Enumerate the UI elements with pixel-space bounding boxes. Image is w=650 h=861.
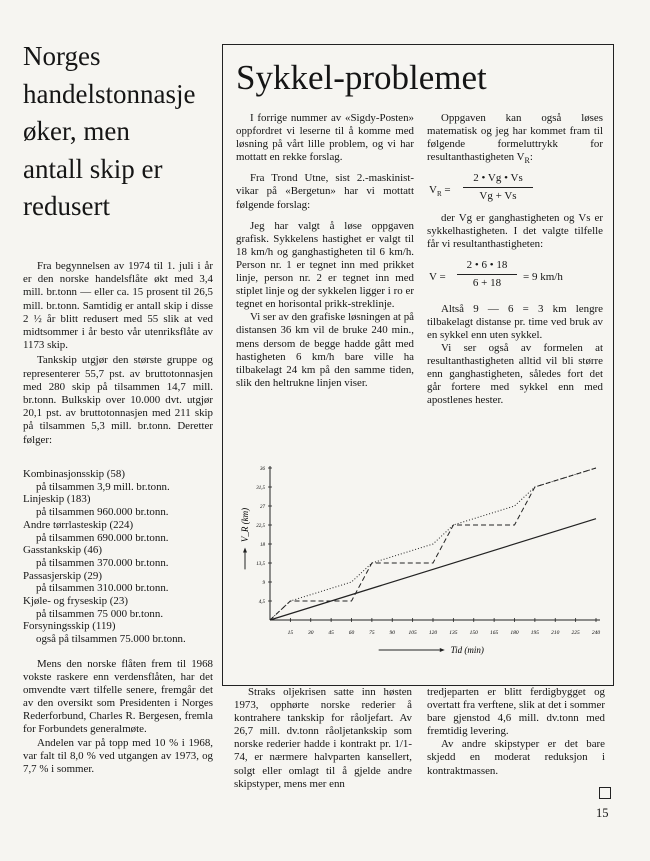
- bottom-column-1: [234, 686, 412, 791]
- list-item: Passasjerskip (29) på tilsammen 310.000 br.tonn.: [23, 569, 169, 595]
- speed-time-chart: [226, 458, 606, 680]
- formula-fraction: $\frac{2 • Vg • Vs}{Vg + Vs}$: [463, 172, 533, 203]
- ship-type-list: [23, 468, 213, 646]
- paragraph: Altså 9 — 6 = 3 km lengre tilbakelagt distanse pr. time ved bruk av en sykkel enn uten sykkel.: [427, 302, 603, 342]
- x-tick-label: 45: [328, 630, 334, 636]
- end-mark: [599, 787, 611, 799]
- title-line: antall skip er: [23, 153, 163, 184]
- paragraph: Andelen var på topp med 10 % i 1968, var falt til 8,0 % ved utgangen av 1973, og 7,7 % i sommer.: [23, 736, 213, 775]
- paragraph: der Vg er ganghastigheten og Vs er sykkelhastigheten. I det valgte tilfelle får vi resultanthastigheten:: [427, 211, 603, 250]
- bottom-column-2: [427, 686, 605, 778]
- x-tick-label: 105: [408, 630, 417, 636]
- x-tick-label: 210: [551, 630, 560, 636]
- formula-lhs: $V_R$ =: [429, 183, 451, 198]
- x-tick-label: 180: [510, 630, 519, 636]
- page-number: 15: [596, 806, 609, 820]
- paragraph: I forrige nummer av «Sigdy-Posten» oppfordret vi leserne til å komme med løsning på vårt lille problem, og vi har mottatt en rekke forslag.: [236, 112, 414, 164]
- formula-result: = 9 km/h: [523, 270, 563, 283]
- y-tick-label: 9: [262, 581, 265, 586]
- y-axis-label: V_R (km): [240, 507, 250, 543]
- list-item: Gasstankskip (46) på tilsammen 370.000 br.tonn.: [23, 544, 169, 569]
- x-axis-label: Tid (min): [450, 645, 484, 655]
- x-tick-label: 90: [389, 630, 395, 636]
- x-tick-label: 60: [348, 630, 355, 636]
- right-article-title: Sykkel-problemet: [236, 58, 487, 97]
- y-tick-label: 27: [260, 505, 265, 510]
- paragraph: Vi ser av den grafiske løsningen at på distansen 36 km vil de bruke 240 min., mens dersom de begge hadde gått med hastigheten 6 km/h bare ville ha tilbakelagt 24 km på den samme tiden, slik den heltrukne linjen viser.: [236, 311, 414, 389]
- title-line: Norges: [23, 41, 101, 71]
- paragraph: Tankskip utgjør den største gruppe og representerer 55,7 pst. av bruttotonnasjen med 280 skip på tilsammen 14,7 mill. br.tonn. Bulkskip over 10.000 dvt. utgjør 20,1 pst. av bruttotonnasjen med 211 skip på tilsammen 5,3 mill. br.tonn. Deretter følger:: [23, 354, 213, 446]
- series-line-dotted: [270, 468, 596, 620]
- paragraph: Oppgaven kan også løses matematisk og jeg har kommet fram til følgende formeluttrykk for resultanthastigheten $V_R$:: [427, 112, 603, 166]
- left-outro: [23, 658, 213, 776]
- y-axis-arrowhead: [243, 547, 247, 552]
- list-item: Linjeskip (183) på tilsammen 960.000 br.tonn.: [23, 493, 169, 519]
- paragraph: Fra Trond Utne, sist 2.-maskinist-vikar på «Bergetun» har vi mottatt følgende forslag:: [236, 172, 414, 211]
- x-tick-label: 75: [369, 630, 375, 636]
- list-item: Andre tørrlasteskip (224) på tilsammen 690.000 br.tonn.: [23, 518, 169, 544]
- paragraph: Fra begynnelsen av 1974 til 1. juli i år er den norske handelsflåte økt med 3,4 mill. br.tonn — eller ca. 15 prosent til 26,5 mill. br.tonn. Samtidig er antall skip i disse 2 ½ år blitt redusert med 55 slik at ved midtsommer i år besto vår utenriksflåte av 1173 skip.: [23, 260, 213, 352]
- formula-resultant: [427, 168, 603, 212]
- x-tick-label: 150: [469, 630, 478, 636]
- x-tick-label: 135: [449, 630, 458, 636]
- x-axis-arrowhead: [440, 648, 445, 652]
- paragraph: Av andre skipstyper er det bare skjedd en moderat reduksjon i kontraktmassen.: [427, 738, 605, 777]
- y-tick-label: 31,5: [256, 486, 265, 491]
- article-column-1: [236, 112, 414, 398]
- y-tick-label: 22,5: [256, 524, 265, 529]
- paragraph: Straks oljekrisen satte inn høsten 1973, opphørte norske rederier å kontrahere tankskip for råoljefart. Av 26,7 mill. dv.tonn råoljetankskip som norske rederier hadde i kontrakt pr. 1/1-74, er nærmere halvparten kansellert, solgt eller omlagt til å gjelde andre skipstyper, mens mer enn: [234, 686, 412, 790]
- paragraph: Jeg har valgt å løse oppgaven grafisk. Sykkelens hastighet er valgt til 18 km/h og ganghastigheten til 6 km/h. Person nr. 1 er tegnet inn med prikket linje, person nr. 2 er tegnet inn med stiplet linje og der sykkelen ligger i ro er tegnet en horisontal prikk-streklinje.: [236, 219, 414, 311]
- paragraph: Vi ser også av formelen at resultanthastigheten alltid vil bli større enn ganghastigheten, således fort det går fortere med sykkel enn med apostlenes hester.: [427, 342, 603, 407]
- paragraph: tredjeparten er blitt ferdigbygget og overtatt fra verftene, slik at det i sommer bare gjenstod 4,6 mill. dv.tonn med fremtidig levering.: [427, 686, 605, 738]
- x-tick-label: 15: [287, 630, 294, 636]
- title-line: øker, men: [23, 116, 130, 146]
- title-line: redusert: [23, 191, 110, 221]
- x-tick-label: 240: [591, 630, 601, 636]
- title-line: handelstonnasje: [23, 78, 196, 109]
- y-tick-label: 13,5: [256, 562, 265, 567]
- left-article-title: [23, 38, 213, 226]
- formula-fraction: $\frac{2 • 6 • 18}{6 + 18}$: [457, 259, 517, 290]
- formula-lhs: V =: [429, 270, 446, 283]
- x-tick-label: 120: [428, 630, 438, 636]
- series-line-solid: [270, 519, 596, 620]
- left-intro: [23, 260, 213, 449]
- article-column-2: [427, 112, 603, 408]
- y-tick-label: 4,5: [258, 600, 265, 605]
- x-tick-label: 30: [308, 630, 314, 636]
- formula-calculation: [427, 251, 603, 303]
- y-tick-label: 36: [260, 467, 265, 472]
- list-item: Kombinasjonsskip (58) på tilsammen 3,9 mill. br.tonn.: [23, 468, 170, 493]
- x-tick-label: 165: [490, 630, 499, 636]
- list-item: Kjøle- og fryseskip (23) på tilsammen 75 000 br.tonn.: [23, 595, 164, 620]
- y-tick-label: 18: [260, 543, 265, 548]
- x-tick-label: 195: [530, 630, 539, 636]
- list-item: Forsyningsskip (119) også på tilsammen 75.000 br.tonn.: [23, 620, 186, 646]
- x-tick-label: 225: [571, 630, 580, 636]
- paragraph: Mens den norske flåten frem til 1968 vokste raskere enn verdensflåten, har det omvendte vært tilfelle senere, fremgår det av den oversikt som Presidenten i Norges Rederforbund, Charles R. Bergesen, fremla for Forbundets generalmøte.: [23, 658, 213, 736]
